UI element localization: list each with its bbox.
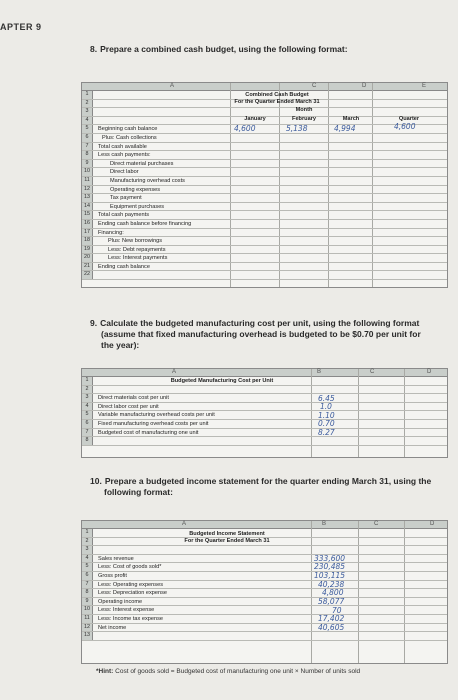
row-number: 10 <box>82 168 93 176</box>
col-march: March <box>342 116 360 122</box>
cash-budget-subtitle: For the Quarter Ended March 31 <box>234 99 320 105</box>
row-label: Operating income <box>98 598 143 605</box>
row-number: 3 <box>82 546 93 554</box>
row-label: Less cash payments: <box>98 152 151 159</box>
row-label: Equipment purchases <box>110 203 165 210</box>
sheet-row <box>82 386 447 395</box>
row-number: 14 <box>82 203 93 211</box>
income-statement-sheet <box>81 520 448 664</box>
row-number: 17 <box>82 229 93 237</box>
row-label: Direct materials cost per unit <box>98 395 169 402</box>
row-label: Total cash payments <box>98 212 149 219</box>
sheet-row <box>82 168 447 177</box>
row-number: 2 <box>82 100 93 108</box>
row-number: 15 <box>82 211 93 219</box>
row-number: 2 <box>82 538 93 546</box>
row-number: 11 <box>82 177 93 185</box>
depreciation-value: 4,800 <box>322 588 344 597</box>
sheet-row <box>82 581 447 590</box>
cogs-value: 230,485 <box>314 562 346 571</box>
sheet-row <box>82 606 447 615</box>
row-number: 6 <box>82 420 93 428</box>
question-8 <box>90 44 348 55</box>
row-number: 5 <box>82 411 93 419</box>
sheet-row <box>82 211 447 220</box>
row-label: Less: Debt repayments <box>108 246 166 253</box>
sheet-row <box>82 203 447 212</box>
row-label: Total cash available <box>98 143 147 150</box>
row-number: 6 <box>82 134 93 142</box>
column-header-bar-2: A B C D <box>82 369 447 377</box>
row-number: 9 <box>82 160 93 168</box>
question-9 <box>90 318 421 351</box>
gross-profit-value: 103,115 <box>314 571 346 580</box>
sheet-row <box>82 394 447 403</box>
sheet-row <box>82 411 447 420</box>
question-10 <box>90 476 431 498</box>
row-number: 12 <box>82 186 93 194</box>
row-label: Ending cash balance before financing <box>98 220 192 227</box>
sheet-row <box>82 555 447 564</box>
sheet-row <box>82 429 447 438</box>
unit-cost-value: 8.27 <box>318 428 335 437</box>
sheet-row <box>82 186 447 195</box>
row-number: 2 <box>82 386 93 394</box>
col-january: January <box>244 116 266 122</box>
col-quarter: Quarter <box>398 116 420 122</box>
row-label: Gross profit <box>98 572 127 579</box>
row-label: Manufacturing overhead costs <box>110 177 185 184</box>
row-number: 22 <box>82 271 93 279</box>
sheet-row <box>82 598 447 607</box>
cash-budget-title: Combined Cash Budget <box>245 92 309 98</box>
mfg-cost-rows <box>82 377 447 446</box>
sheet-row <box>82 563 447 572</box>
question-9-text-line3: the year): <box>101 340 140 350</box>
row-number: 4 <box>82 403 93 411</box>
sheet-row <box>82 624 447 633</box>
row-label: Less: Income tax expense <box>98 615 163 622</box>
row-number: 21 <box>82 263 93 271</box>
cash-budget-sheet <box>81 82 448 288</box>
column-header-bar-3: A B C D <box>82 521 447 529</box>
sales-revenue-value: 333,600 <box>314 554 346 563</box>
row-label: Less: Interest payments <box>108 255 168 262</box>
question-10-text-line1: Prepare a budgeted income statement for the quarter ending March 31, using the <box>104 476 432 486</box>
feb-beginning-cash: 5,138 <box>286 124 308 133</box>
row-number: 13 <box>82 632 93 640</box>
row-number: 9 <box>82 598 93 606</box>
row-number: 7 <box>82 429 93 437</box>
sheet-row <box>82 271 447 280</box>
question-9-number: 9. <box>90 318 98 328</box>
income-tax-value: 17,402 <box>318 614 345 623</box>
row-number: 4 <box>82 117 93 125</box>
row-number: 6 <box>82 572 93 580</box>
income-statement-title: Budgeted Income Statement <box>189 531 265 537</box>
row-number: 10 <box>82 606 93 614</box>
sheet-row <box>82 615 447 624</box>
row-label: Tax payment <box>110 195 142 202</box>
income-statement-subtitle: For the Quarter Ended March 31 <box>184 538 270 544</box>
mfg-cost-title: Budgeted Manufacturing Cost per Unit <box>170 378 274 384</box>
question-9-text-line1: Calculate the budgeted manufacturing cost per unit, using the following format <box>100 318 420 328</box>
sheet-row <box>82 237 447 246</box>
row-number: 12 <box>82 624 93 632</box>
jan-beginning-cash: 4,600 <box>234 124 256 133</box>
sheet-row <box>82 160 447 169</box>
row-number: 16 <box>82 220 93 228</box>
row-number: 13 <box>82 194 93 202</box>
sheet-row <box>82 229 447 238</box>
row-number: 20 <box>82 254 93 262</box>
row-number: 1 <box>82 529 93 537</box>
column-header-bar: A C D E <box>82 83 447 91</box>
mar-beginning-cash: 4,994 <box>334 124 356 133</box>
interest-expense-value: 70 <box>332 606 342 615</box>
row-label: Operating expenses <box>110 186 161 193</box>
row-number: 1 <box>82 377 93 385</box>
row-label: Plus: Cash collections <box>102 134 157 141</box>
col-february: February <box>292 116 316 122</box>
row-number: 5 <box>82 125 93 133</box>
operating-expenses-value: 40,238 <box>318 580 345 589</box>
row-label: Financing: <box>98 229 124 236</box>
question-8-text: Prepare a combined cash budget, using the following format: <box>100 44 348 54</box>
sheet-row <box>82 220 447 229</box>
cash-budget-month-header: Month <box>295 107 313 113</box>
row-label: Direct labor cost per unit <box>98 403 159 410</box>
row-label: Less: Interest expense <box>98 607 155 614</box>
chapter-label: APTER 9 <box>0 22 42 32</box>
row-number: 11 <box>82 615 93 623</box>
operating-income-value: 58,077 <box>318 597 345 606</box>
sheet-row <box>82 420 447 429</box>
question-10-number: 10. <box>90 476 102 486</box>
sheet-row <box>82 254 447 263</box>
row-label: Plus: New borrowings <box>108 238 163 245</box>
quarter-beginning-cash: 4,600 <box>394 122 416 131</box>
sheet-row <box>82 194 447 203</box>
sheet-row <box>82 143 447 152</box>
row-number: 1 <box>82 91 93 99</box>
row-number: 4 <box>82 555 93 563</box>
sheet-row <box>82 122 447 134</box>
row-number: 19 <box>82 246 93 254</box>
sheet-row <box>82 263 447 272</box>
hint-text: Cost of goods sold = Budgeted cost of manufacturing one unit × Number of units sold <box>113 668 361 675</box>
sheet-row <box>82 632 447 641</box>
row-number: 5 <box>82 563 93 571</box>
row-label: Ending cash balance <box>98 263 150 270</box>
row-number: 18 <box>82 237 93 245</box>
income-statement-rows <box>82 529 447 641</box>
sheet-row <box>82 151 447 160</box>
row-number: 8 <box>82 589 93 597</box>
hint-lead: *Hint: <box>96 668 114 675</box>
sheet-row <box>82 134 447 143</box>
sheet-row <box>82 546 447 555</box>
question-9-text-line2: (assume that fixed manufacturing overhead is budgeted to be $0.70 per unit for <box>101 329 421 339</box>
sheet-row <box>82 403 447 412</box>
dm-cost-value: 6.45 <box>318 394 335 403</box>
row-label: Less: Depreciation expense <box>98 590 168 597</box>
row-label: Variable manufacturing overhead costs per unit <box>98 412 215 419</box>
row-number: 3 <box>82 394 93 402</box>
sheet-row <box>82 589 447 598</box>
dl-cost-value: 1.0 <box>320 402 332 411</box>
row-number: 8 <box>82 437 93 445</box>
row-number: 7 <box>82 581 93 589</box>
row-label: Direct labor <box>110 169 139 176</box>
sheet-row <box>82 177 447 186</box>
var-oh-value: 1.10 <box>318 411 335 420</box>
sheet-row <box>82 246 447 255</box>
sheet-row <box>82 437 447 446</box>
row-number: 8 <box>82 151 93 159</box>
row-label: Sales revenue <box>98 555 134 562</box>
sheet-row <box>82 572 447 581</box>
fixed-oh-value: 0.70 <box>318 419 335 428</box>
row-label: Beginning cash balance <box>98 126 158 133</box>
hint-footnote <box>96 668 360 675</box>
row-label: Fixed manufacturing overhead costs per unit <box>98 420 209 427</box>
row-number: 3 <box>82 108 93 116</box>
row-label: Net income <box>98 624 127 631</box>
mfg-cost-sheet <box>81 368 448 458</box>
row-number: 7 <box>82 143 93 151</box>
row-label: Direct material purchases <box>110 160 174 167</box>
question-8-number: 8. <box>90 44 98 54</box>
net-income-value: 40,605 <box>318 623 345 632</box>
row-label: Less: Cost of goods sold* <box>98 564 162 571</box>
row-label: Budgeted cost of manufacturing one unit <box>98 429 199 436</box>
row-label: Less: Operating expenses <box>98 581 163 588</box>
question-10-text-line2: following format: <box>104 487 173 497</box>
